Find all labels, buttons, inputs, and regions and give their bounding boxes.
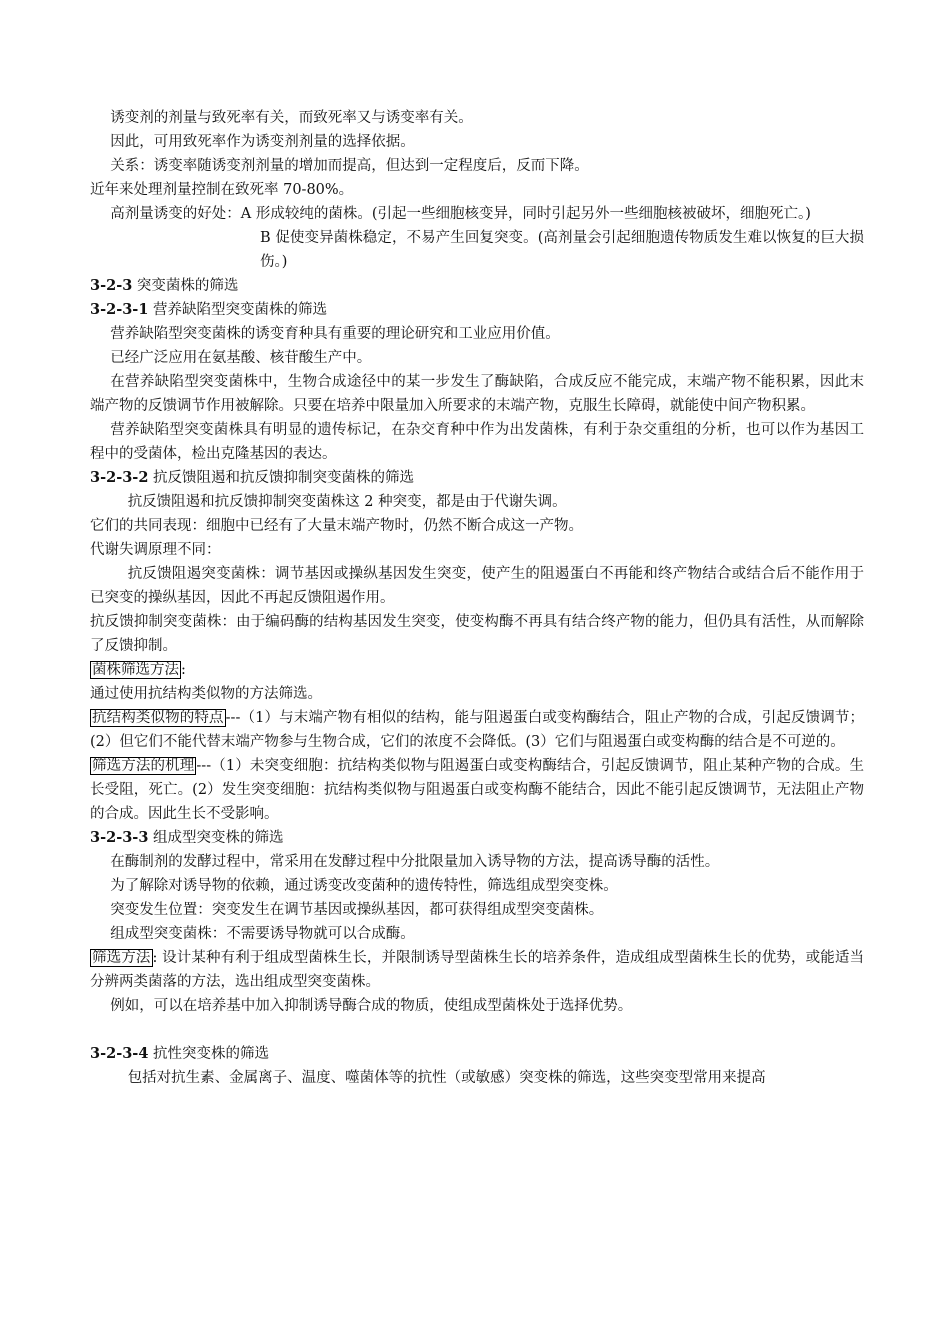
paragraph: 通过使用抗结构类似物的方法筛选。 (90, 686, 322, 702)
paragraph: 抗反馈抑制突变菌株：由于编码酶的结构基因发生突变，使变构酶不再具有结合终产物的能力，但仍具有活性，从而解除了反馈抑制。 (90, 614, 864, 654)
paragraph: 在酶制剂的发酵过程中，常采用在发酵过程中分批限量加入诱导物的方法，提高诱导酶的活性。 (110, 854, 720, 870)
heading-number: 3-2-3-3 (90, 829, 149, 846)
paragraph: 筛选方法 : 设计某种有利于组成型菌株生长，并限制诱导型菌株生长的培养条件，造成组成型菌株生长的优势，或能适当分辨两类菌落的方法，选出组成型突变菌株。 (90, 950, 864, 990)
paragraph: 高剂量诱变的好处：A 形成较纯的菌株。(引起一些细胞核变异，同时引起另外一些细胞核被破坏，细胞死亡。) (110, 206, 811, 222)
heading-number: 3-2-3-1 (90, 301, 149, 318)
paragraph: 在营养缺陷型突变菌株中，生物合成途径中的某一步发生了酶缺陷，合成反应不能完成，末端产物不能积累，因此末端产物的反馈调节作用被解除。只要在培养中限量加入所要求的末端产物，克服生长障碍，就能使中间产物积累。 (90, 374, 864, 414)
paragraph: 菌株筛选方法 : (92, 662, 186, 678)
paragraph: 因此，可用致死率作为诱变剂剂量的选择依据。 (110, 134, 415, 150)
heading-text: 突变菌株的筛选 (136, 278, 239, 294)
paragraph: B 促使变异菌株稳定，不易产生回复突变。(高剂量会引起细胞遗传物质发生难以恢复的巨大损伤。) (260, 230, 864, 270)
paragraph: 例如，可以在培养基中加入抑制诱导酶合成的物质，使组成型菌株处于选择优势。 (110, 998, 633, 1014)
heading-number: 3-2-3 (90, 277, 133, 294)
paragraph: 抗反馈阻遏突变菌株：调节基因或操纵基因发生突变，使产生的阻遏蛋白不再能和终产物结合或结合后不能作用于已突变的操纵基因，因此不再起反馈阻遏作用。 (90, 566, 864, 606)
paragraph: 组成型突变菌株：不需要诱导物就可以合成酶。 (110, 926, 415, 942)
boxed-term: 菌株筛选方法 (92, 662, 179, 678)
heading-text: 组成型突变株的筛选 (153, 830, 284, 846)
paragraph: 突变发生位置：突变发生在调节基因或操纵基因，都可获得组成型突变菌株。 (110, 902, 604, 918)
boxed-term: 筛选方法 (92, 950, 151, 966)
heading-number: 3-2-3-2 (90, 469, 149, 486)
paragraph: 关系：诱变率随诱变剂剂量的增加而提高，但达到一定程度后，反而下降。 (110, 158, 589, 174)
section-heading (90, 298, 864, 322)
paragraph: 诱变剂的剂量与致死率有关，而致死率又与诱变率有关。 (110, 110, 473, 126)
heading-text: 抗反馈阻遏和抗反馈抑制突变菌株的筛选 (153, 470, 415, 486)
section-heading (90, 274, 864, 298)
heading-text: 抗性突变株的筛选 (153, 1046, 270, 1062)
paragraph: 它们的共同表现：细胞中已经有了大量末端产物时，仍然不断合成这一产物。 (90, 518, 583, 534)
boxed-term: 筛选方法的机理 (92, 758, 195, 774)
paragraph: 代谢失调原理不同： (90, 542, 221, 558)
heading-number: 3-2-3-4 (90, 1045, 149, 1062)
section-heading (90, 826, 864, 850)
paragraph: 营养缺陷型突变菌株的诱变育种具有重要的理论研究和工业应用价值。 (110, 326, 560, 342)
paragraph: 抗反馈阻遏和抗反馈抑制突变菌株这 2 种突变，都是由于代谢失调。 (127, 494, 567, 510)
section-heading (90, 1042, 864, 1066)
paragraph: 筛选方法的机理 ---（1）未突变细胞：抗结构类似物与阻遏蛋白或变构酶结合，引起反馈调节，阻止某种产物的合成。生长受阻，死亡。(2）发生突变细胞：抗结构类似物与阻遏蛋白或变构酶不能结合，因此不能引起反馈调节，无法阻止产物的合成。因此生长不受影响。 (90, 758, 865, 822)
blank-line (90, 1018, 864, 1042)
paragraph: 已经广泛应用在氨基酸、核苷酸生产中。 (110, 350, 372, 366)
document-page (90, 106, 864, 1090)
paragraph: 抗结构类似物的特点 ---（1）与末端产物有相似的结构，能与阻遏蛋白或变构酶结合，阻止产物的合成，引起反馈调节；(2）但它们不能代替末端产物参与生物合成，它们的浓度不会降低。(3）它们与阻遏蛋白或变构酶的结合是不可逆的。 (90, 710, 864, 750)
paragraph: 包括对抗生素、金属离子、温度、噬菌体等的抗性（或敏感）突变株的筛选，这些突变型常用来提高 (127, 1070, 766, 1086)
paragraph: 近年来处理剂量控制在致死率 70-80%。 (90, 182, 354, 198)
paragraph: 为了解除对诱导物的依赖，通过诱变改变菌种的遗传特性，筛选组成型突变株。 (110, 878, 618, 894)
section-heading (90, 466, 864, 490)
boxed-term: 抗结构类似物的特点 (92, 710, 224, 726)
heading-text: 营养缺陷型突变菌株的筛选 (153, 302, 328, 318)
paragraph: 营养缺陷型突变菌株具有明显的遗传标记，在杂交育种中作为出发菌株，有利于杂交重组的分析，也可以作为基因工程中的受菌体，检出克隆基因的表达。 (90, 422, 864, 462)
